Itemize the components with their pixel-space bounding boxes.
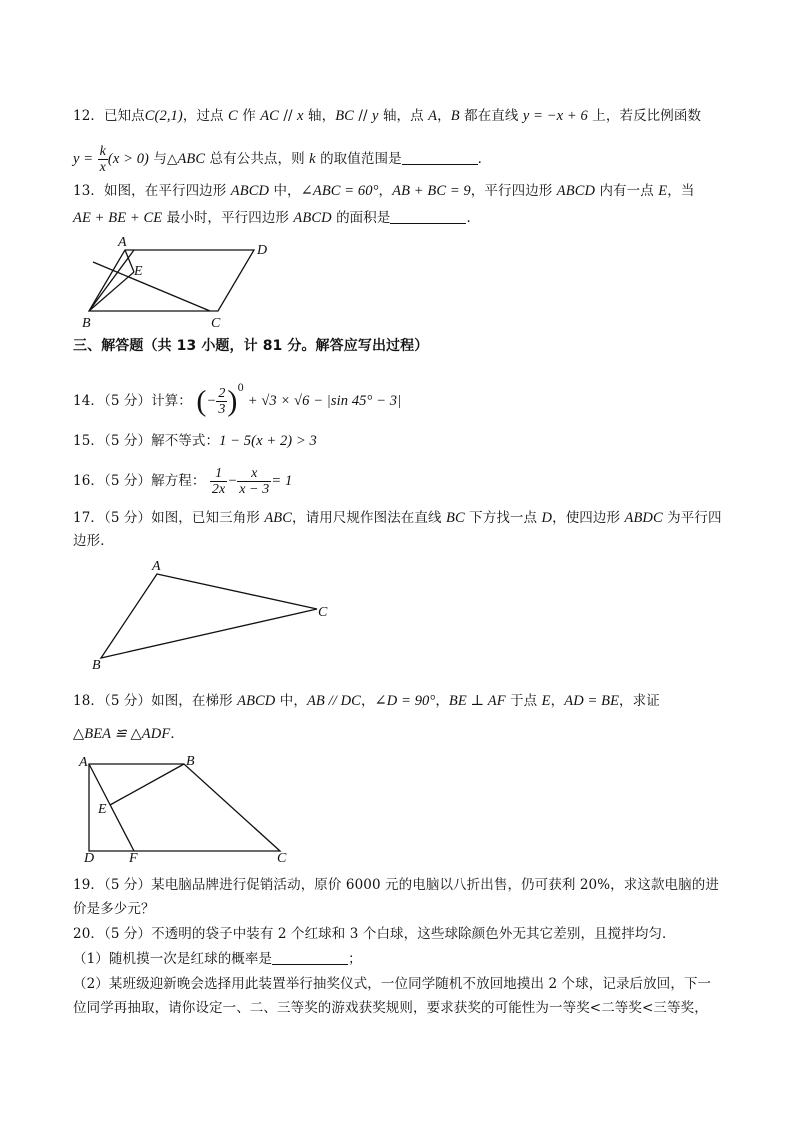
q18-label-d: D [84,851,95,866]
q12-text: 与△ [148,151,178,167]
q18-text: 18．（5 分）如图，在梯形 [73,693,238,709]
q13-line [93,262,210,311]
q13-e: E [658,183,668,199]
q12-frac-denominator: x [99,160,106,175]
q15-prefix: 15．（5 分）解不等式： [73,433,220,449]
q12-func-y: y = [73,151,94,167]
q16-f1-denominator: 2x [211,482,226,497]
q13-label-a: A [118,235,127,250]
q13-sum: AB + BC = 9 [392,183,471,199]
q17-text: 17．（5 分）如图，已知三角形 [73,510,265,526]
q16-fraction-2 [237,466,271,497]
q16-f1-numerator: 1 [210,466,227,482]
q14-frac-denominator: 3 [218,402,226,417]
q12-text: 轴， [303,108,336,124]
q17-text: ，请用尺规作图法在直线 [292,510,446,526]
q12-text: 轴，点 [378,108,429,124]
q13-end: ． [466,210,481,226]
q18-label-c: C [277,851,287,866]
q17-d: D [541,510,553,526]
q13-expression: AE + BE + CE [73,210,163,226]
q18-perpendicular: BE ⊥ AF [448,693,506,709]
q16-line [73,463,292,499]
q17-line-2: 边形． [73,533,114,549]
q18-text: ， [435,693,449,709]
q16-rhs: = 1 [271,473,293,489]
q14-expression: + √3 × √6 − |sin 45° − 3| [243,393,402,409]
q17-label-c: C [318,605,328,620]
q12-k: k [309,151,316,167]
q17-abdc: ABDC [624,510,663,526]
q17-abc: ABC [264,510,292,526]
q13-abcd: ABCD [293,210,332,226]
q14-sign: − [206,393,217,409]
section-heading: 三、解答题（共 13 小题，计 81 分。解答应写出过程） [73,338,429,354]
q13-label-b: B [82,316,91,331]
q13-abcd: ABCD [230,183,270,199]
q17-line-1 [73,509,722,527]
q13-text: 13．如图，在平行四边形 [73,183,231,199]
q18-equality: AD = BE [564,693,620,709]
q12-text: 都在直线 [459,108,523,124]
q16-minus: − [227,473,238,489]
q12-line-equation: y = −x + 6 [522,108,588,124]
q13-text: ，当 [667,183,695,199]
q14-left-paren: ( [196,384,207,418]
q12-text: ，过点 [182,108,229,124]
q12-frac-numerator: k [99,144,106,159]
q15-line [73,432,317,450]
q13-label-c: C [211,316,221,331]
q18-label-a: A [79,755,88,770]
q13-segment-be [89,272,134,311]
q18-text: ，求证 [619,693,660,709]
q13-label-e: E [134,264,143,279]
q12-end: ． [477,151,492,167]
q18-label-f: F [129,851,138,866]
q15-expression: 1 − 5(x + 2) > 3 [219,433,317,449]
q17-triangle [101,574,317,658]
q18-end: ． [170,726,184,742]
q13-text: 中， [269,183,301,199]
q19-line-2: 价是多少元？ [73,901,155,917]
q12-parallel-symbol: // [353,108,373,124]
q12-func-domain: (x > 0) [107,151,149,167]
q19-line-1: 19．（5 分）某电脑品牌进行促销活动，原价 6000 元的电脑以八折出售，仍可获利 20%，求这款电脑的进 [73,877,719,893]
q12-triangle-abc: ABC [177,151,206,167]
q13-text: ， [378,183,393,199]
q18-segment-af [89,764,134,851]
q13-text: 内有一点 [595,183,659,199]
q20-part1-end: ； [348,951,362,967]
q13-angle: ∠ABC = 60° [300,183,379,199]
q12-line-1: 12．已知点C(2,1)，过点 C 作 AC // x 轴，BC // y 轴，点 A，B 都在直线 y = −x + 6 上，若反比例函数 [73,108,702,124]
q18-line-2 [73,725,184,743]
q14-prefix: 14．（5 分）计算： [73,393,192,409]
q13-text: ，平行四边形 [470,183,557,199]
q14-line [73,372,401,419]
q18-segment-be [110,764,184,805]
q17-bc: BC [446,510,465,526]
q12-text: 的取值范围是 [315,151,402,167]
q20-part1-text: （1）随机摸一次是红球的概率是 [73,951,273,967]
q12-point-a: A [428,108,438,124]
q20-line-1: 20．（5 分）不透明的袋子中装有 2 个红球和 3 个白球，这些球除颜色外无其它差别，且搅拌均匀． [73,926,676,942]
q17-text: ，使四边形 [552,510,625,526]
q12-parallel-symbol: // [278,108,298,124]
q12-text: 12．已知点 [73,108,145,124]
q16-f2-denominator: x − 3 [239,482,270,497]
q12-y-axis: y [372,108,379,124]
q14-right-paren: ) [227,384,238,418]
q12-text: 作 [237,108,261,124]
q13-label-d: D [257,243,268,258]
q12-point-c: C(2,1) [144,108,183,124]
q16-fraction-1 [210,466,227,497]
q18-label-e: E [98,802,107,817]
q14-exponent: 0 [237,383,244,394]
q16-prefix: 16．（5 分）解方程： [73,473,206,489]
q17-label-b: B [92,658,101,673]
q16-f2-numerator: x [237,466,271,482]
q13-abcd: ABCD [556,183,596,199]
q18-label-b: B [186,754,195,769]
q17-text: 下方找一点 [464,510,542,526]
q13-text: 的面积是 [331,210,391,226]
q17-label-a: A [152,559,161,574]
q18-abcd: ABCD [237,693,276,709]
q18-e: E [541,693,551,709]
q13-text: 最小时，平行四边形 [162,210,294,226]
q13-parallelogram [89,250,254,311]
q20-part-1 [73,950,362,968]
q20-answer-blank[interactable] [272,950,348,965]
q18-text: 中， [275,693,307,709]
q20-part-2-line-2: 位同学再抽取，请你设定一、二、三等奖的游戏获奖规则，要求获奖的可能性为一等奖<二等奖<三等奖， [73,1000,708,1016]
q13-segment [89,250,134,311]
q20-part-2-line-1: （2）某班级迎新晚会选择用此装置举行抽奖仪式，一位同学随机不放回地摸出 2 个球，记录后放回，下一 [73,976,712,992]
q12-point-b: B [450,108,460,124]
q12-label-c: C [228,108,238,124]
q12-x-axis: x [297,108,304,124]
q18-text: ， [360,693,375,709]
q12-segment-ac: AC [260,108,279,124]
q12-text: 上，若反比例函数 [587,108,702,124]
q18-text: 于点 [505,693,542,709]
q18-line-1 [73,692,660,710]
q12-segment-bc: BC [335,108,354,124]
q14-fraction [216,386,227,417]
q14-frac-numerator: 2 [218,386,226,401]
q17-text: 为平行四 [662,510,722,526]
q18-congruence: △BEA ≌ △ADF [73,726,171,742]
q12-text: 总有公共点，则 [205,151,310,167]
q18-text: ， [550,693,565,709]
q18-trapezoid [89,764,280,851]
q18-angle: ∠D = 90° [374,693,436,709]
q18-parallel: AB // DC [306,693,361,709]
